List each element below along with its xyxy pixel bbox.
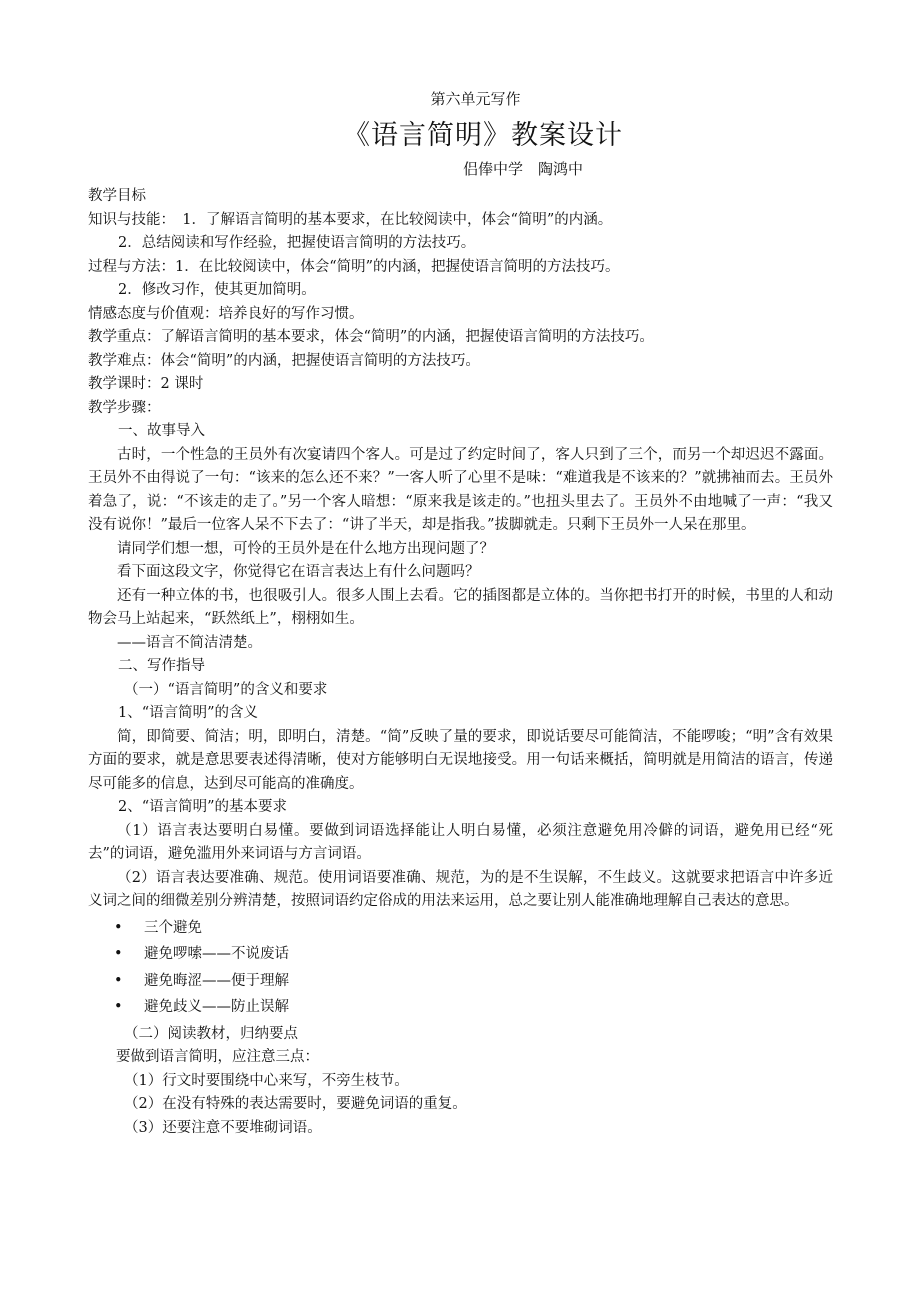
teaching-hours: 教学课时：2 课时 — [88, 376, 204, 392]
process-objective-2: 2．修改习作，使其更加简明。 — [118, 282, 316, 298]
knowledge-objective-1: 知识与技能： 1．了解语言简明的基本要求，在比较阅读中，体会“简明”的内涵。 — [88, 211, 613, 228]
list-item: • 避免晦涩——便于理解 — [88, 970, 833, 994]
document-page — [88, 88, 833, 1140]
author-line: 侣俸中学 陶鸿中 — [462, 160, 583, 178]
bullet-icon: • — [114, 999, 123, 1015]
subsection-1-heading: （一）“语言简明”的含义和要求 — [124, 681, 328, 698]
teaching-steps: 教学步骤： — [88, 399, 161, 416]
list-item: • 三个避免 — [88, 917, 833, 941]
list-item: • 避免啰嗦——不说废话 — [88, 943, 833, 967]
point-3: （3）还要注意不要堆砌词语。 — [124, 1119, 322, 1136]
point-2: （2）在没有特殊的表达需要时，要避免词语的重复。 — [124, 1096, 467, 1112]
teaching-key-point: 教学重点：了解语言简明的基本要求，体会“简明”的内涵，把握使语言简明的方法技巧。 — [88, 329, 654, 345]
point-1: （1）行文时要围绕中心来写，不旁生枝节。 — [124, 1072, 409, 1089]
bullet-icon: • — [114, 946, 123, 962]
question-2: 看下面这段文字，你觉得它在语言表达上有什么问题吗？ — [117, 564, 480, 580]
emotion-objective: 情感态度与价值观：培养良好的写作习惯。 — [88, 305, 364, 322]
meaning-paragraph: 简，即简要、简洁；明，即明白，清楚。“简”反映了量的要求，即说话要尽可能简洁，不能啰唆；“明”含有效果方面的要求，就是意思要表述得清晰，使对方能够明白无误地接受。用一句话来概括，简明就是用简洁的语言，传递尽可能多的信息，达到尽可能高的准确度。 — [88, 728, 833, 792]
meaning-heading: 1、“语言简明”的含义 — [118, 705, 259, 721]
subsection-2-heading: （二）阅读教材，归纳要点 — [124, 1025, 298, 1042]
unit-label: 第六单元写作 — [430, 90, 521, 108]
page-title: 《语言简明》教案设计 — [343, 120, 623, 151]
bullet-icon: • — [114, 972, 123, 989]
points-intro: 要做到语言简明，应注意三点： — [116, 1049, 319, 1065]
requirement-1: （1）语言表达要明白易懂。要做到词语选择能让人明白易懂，必须注意避免用冷僻的词语，避免用已经“死去”的词语，避免滥用外来词语与方言词语。 — [88, 822, 833, 862]
section-2-heading: 二、写作指导 — [118, 658, 205, 674]
question-1: 请同学们想一想，可怜的王员外是在什么地方出现问题了？ — [117, 540, 494, 557]
example-answer: ——语言不简洁清楚。 — [117, 634, 262, 651]
bullet-icon: • — [114, 919, 123, 936]
knowledge-objective-2: 2．总结阅读和写作经验，把握使语言简明的方法技巧。 — [118, 235, 476, 251]
bullet-list — [88, 917, 833, 1020]
process-objective-1: 过程与方法：1．在比较阅读中，体会“简明”的内涵，把握使语言简明的方法技巧。 — [88, 258, 620, 275]
list-item: • 避免歧义——防止误解 — [88, 996, 833, 1020]
requirements-heading: 2、“语言简明”的基本要求 — [118, 799, 288, 815]
story-paragraph: 古时，一个性急的王员外有次宴请四个客人。可是过了约定时间了，客人只到了三个，而另一个却迟迟不露面。王员外不由得说了一句：“该来的怎么还不来？”一客人听了心里不是味：“难道我是不该来的？”就拂袖而去。王员外着急了，说：“不该走的走了。”另一个客人暗想：“原来我是该走的。”也扭头里去了。王员外不由地喊了一声：“我又没有说你！”最后一位客人呆不下去了：“讲了半天，却是指我。”拔脚就走。只剩下王员外一人呆在那里。 — [88, 446, 833, 533]
objectives-heading: 教学目标 — [88, 188, 146, 204]
section-1-heading: 一、故事导入 — [118, 423, 205, 439]
requirement-2: （2）语言表达要准确、规范。使用词语要准确、规范，为的是不生误解，不生歧义。这就要求把语言中许多近义词之间的细微差别分辨清楚，按照词语约定俗成的用法来运用，总之要让别人能准确地理解自己表达的意思。 — [88, 869, 833, 909]
teaching-difficulty: 教学难点：体会“简明”的内涵，把握使语言简明的方法技巧。 — [88, 352, 480, 369]
example-paragraph: 还有一种立体的书，也很吸引人。很多人围上去看。它的插图都是立体的。当你把书打开的时候，书里的人和动物会马上站起来，“跃然纸上”，栩栩如生。 — [88, 587, 833, 627]
